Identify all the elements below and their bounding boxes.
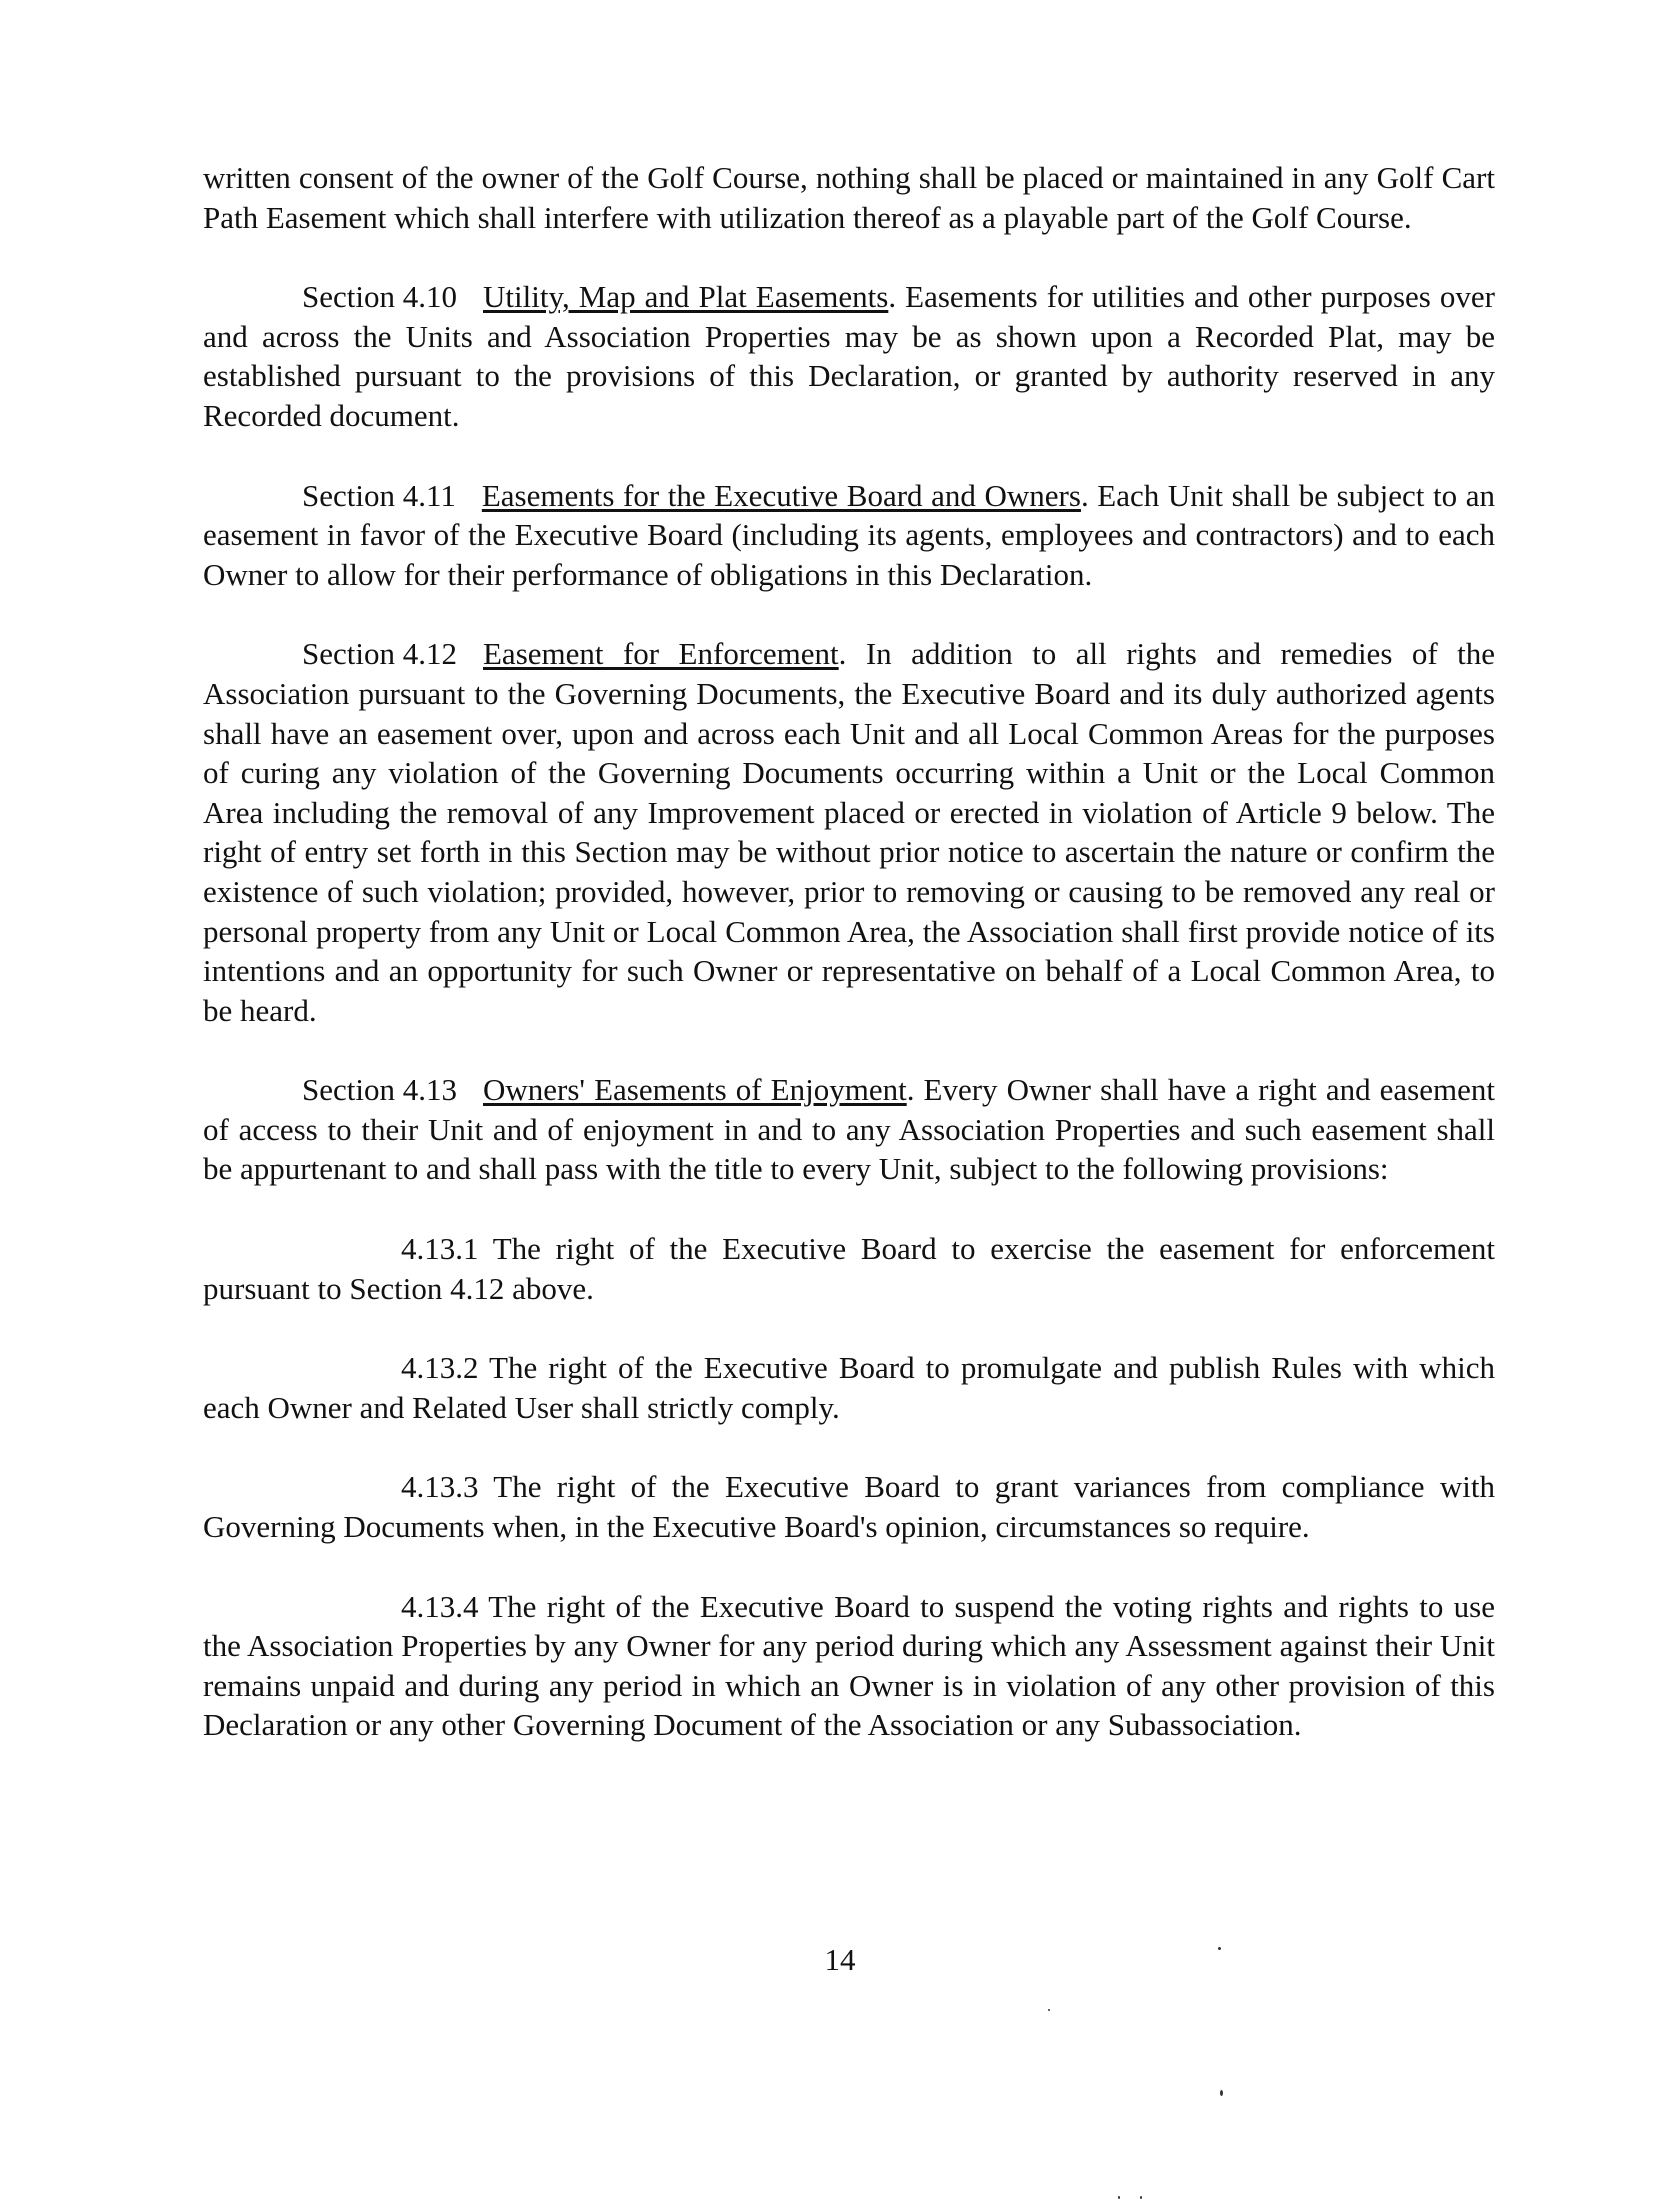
subsection-4-13-3 [203,1467,1495,1546]
continuation-paragraph: written consent of the owner of the Golf Course, nothing shall be placed or maintained in any Golf Cart Path Easement which shall interfere with utilization thereof as a playable part of the Golf Course. [203,160,1495,235]
section-number: Section 4.10 [302,279,457,315]
scan-speck [1220,2090,1223,2096]
subsection-number: 4.13.4 [401,1588,479,1624]
subsection-body: The right of the Executive Board to exercise the easement for enforcement pursuant to Section 4.12 above. [203,1231,1495,1306]
section-title: Owners' Easements of Enjoyment [483,1072,907,1108]
subsection-number: 4.13.1 [401,1231,479,1267]
page-number: 14 [824,1942,856,1977]
section-4-13 [203,1070,1495,1189]
subsection-4-13-4 [203,1587,1495,1745]
section-title: Easements for the Executive Board and Owners [481,477,1081,513]
subsection-body: The right of the Executive Board to suspend the voting rights and rights to use the Association Properties by any Owner for any period during which any Assessment against their Unit remains unpaid and during any period in which an Owner is in violation of any other provision of this Declaration or any other Governing Document of the Association or any Subassociation. [203,1588,1495,1743]
subsection-body: The right of the Executive Board to grant variances from compliance with Governing Documents when, in the Executive Board's opinion, circumstances so require. [203,1469,1495,1545]
document-page [203,158,1495,1785]
scan-speck [1118,2196,1120,2199]
section-4-10 [203,277,1495,435]
section-title: Easement for Enforcement [483,636,839,672]
subsection-number: 4.13.3 [401,1469,479,1505]
scan-speck [1048,2009,1050,2011]
subsection-number: 4.13.2 [401,1350,479,1386]
section-number: Section 4.11 [302,477,456,513]
section-body: . Easements for utilities and other purposes over and across the Units and Association Properties may be as shown upon a Recorded Plat, may be established pursuant to the provisions of this Declaration, or granted by authority reserved in any Recorded document. [203,279,1495,433]
scan-speck [1140,2196,1142,2199]
section-number: Section 4.12 [302,636,457,672]
scan-speck [1218,1947,1221,1950]
section-title: Utility, Map and Plat Easements [483,279,889,315]
subsection-body: The right of the Executive Board to promulgate and publish Rules with which each Owner and Related User shall strictly comply. [203,1350,1495,1425]
subsection-4-13-1 [203,1229,1495,1308]
section-4-11 [203,476,1495,595]
section-body: . Every Owner shall have a right and easement of access to their Unit and of enjoyment in and to any Association Properties and such easement shall be appurtenant to and shall pass with the title to every Unit, subject to the following provisions: [203,1072,1495,1187]
subsection-4-13-2 [203,1348,1495,1427]
section-body: . Each Unit shall be subject to an easement in favor of the Executive Board (including its agents, employees and contractors) and to each Owner to allow for their performance of obligations in this Declaration. [203,477,1495,592]
section-number: Section 4.13 [302,1072,457,1108]
section-body: . In addition to all rights and remedies of the Association pursuant to the Governing Documents, the Executive Board and its duly authorized agents shall have an easement over, upon and across each Unit and all Local Common Areas for the purposes of curing any violation of the Governing Documents occurring within a Unit or the Local Common Area including the removal of any Improvement placed or erected in violation of Article 9 below. The right of entry set forth in this Section may be without prior notice to ascertain the nature or confirm the existence of such violation; provided, however, prior to removing or causing to be removed any real or personal property from any Unit or Local Common Area, the Association shall first provide notice of its intentions and an opportunity for such Owner or representative on behalf of a Local Common Area, to be heard. [203,636,1495,1028]
section-4-12 [203,634,1495,1030]
